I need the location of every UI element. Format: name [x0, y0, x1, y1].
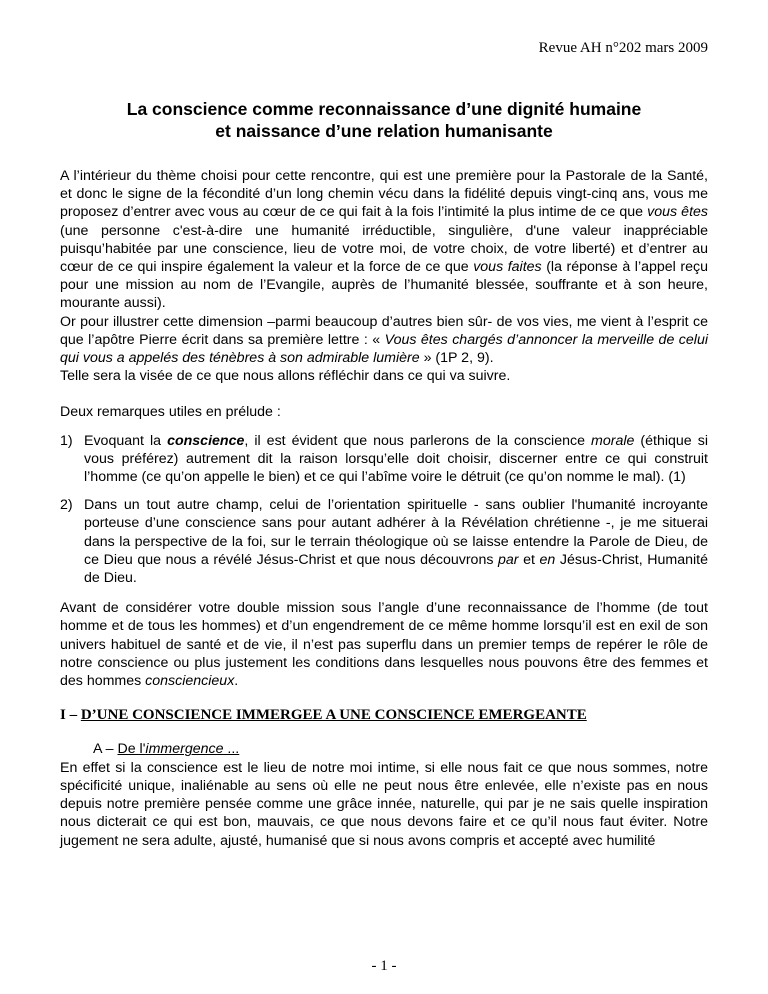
emphasis: immergence — [145, 741, 224, 758]
running-header: Revue AH n°202 mars 2009 — [538, 40, 708, 56]
text-run: , il est évident que nous parlerons de la conscience — [244, 432, 592, 449]
emphasis: vous faites — [473, 259, 542, 276]
text-run: Jésus-Christ, Humanité de Dieu. — [84, 551, 708, 587]
text-run: . — [234, 673, 239, 690]
title-line-2: et naissance d’une relation humanisante — [215, 121, 553, 141]
section-title: D’UNE CONSCIENCE IMMERGEE A UNE CONSCIENCE EMERGEANTE — [80, 707, 587, 724]
transition-paragraph — [60, 599, 708, 690]
text-run: A l’intérieur du thème choisi pour cette rencontre, qui est une première pour la Pastorale de la Santé, et donc le signe de la fécondité d’un long chemin vécu dans la fidélité depuis vingt-cinq ans, vous me proposez d’entrer avec vous au cœur de ce qui fait à la fois l’intimité la plus intime de ce que — [60, 168, 708, 221]
text-run: De l' — [117, 741, 146, 758]
text-run: Dans un tout autre champ, celui de l’orientation spirituelle - sans oublier l'humanité incroyante porteuse d’une conscience sans pour autant adhérer à la Révélation chrétienne -, je me situerai dans la perspective de la foi, sur le terrain théologique où se laisse entendre la Parole de Dieu, de ce Dieu que nous a révélé Jésus-Christ et que nous découvrons — [84, 497, 708, 568]
emphasis: en — [539, 551, 556, 568]
intro-paragraph-1 — [60, 167, 708, 313]
text-run: (la réponse à l’appel reçu pour une mission au nom de l’Evangile, auprès de l’humanité blessée, souffrante et à son heure, mourante aussi). — [60, 259, 708, 312]
remarks-lead: Deux remarques utiles en prélude : — [60, 404, 281, 421]
intro-paragraph-2 — [60, 313, 708, 368]
section-heading — [60, 706, 708, 724]
subsection-number: A – — [93, 741, 118, 758]
text-run: » (1P 2, 9). — [419, 350, 494, 367]
intro-paragraph-3: Telle sera la visée de ce que nous allons réfléchir dans ce qui va suivre. — [60, 368, 511, 385]
text-run: Or pour illustrer cette dimension –parmi beaucoup d’autres bien sûr- de vos vies, me vient à l’esprit ce que l’apôtre Pierre écrit dans sa première lettre : « — [60, 313, 708, 348]
text-run: (éthique si vous préférez) autrement dit la raison lorsqu’elle doit choisir, discerner entre ce qui construit l’homme (ce qu’on appelle le bien) et ce qui l’abîme voire le détruit (ce qu’on nomme le mal). (1) — [84, 432, 708, 486]
text-run: Evoquant la — [84, 432, 168, 449]
remark-item-2 — [60, 496, 708, 587]
document-title — [60, 98, 708, 142]
emphasis: vous êtes — [647, 204, 708, 221]
list-text — [84, 432, 708, 487]
subsection-heading — [60, 740, 708, 758]
title-line-1: La conscience comme reconnaissance d’une dignité humaine — [126, 99, 642, 119]
paragraph-a: En effet si la conscience est le lieu de notre moi intime, si elle nous fait ce que nous sommes, notre spécificité unique, inaliénable au sens où elle ne peut nous être enlevée, elle n’existe pas en nous depuis notre première pensée comme une grâce innée, naturelle, qui par je ne sais quelle inspiration nous dicterait ce qui est bon, mauvais, ce que nous devons faire et ce qu’il nous faut éviter. Notre jugement ne sera adulte, ajusté, humanisé que si nous avons compris et accepté avec humilité — [60, 759, 708, 849]
emphasis: consciencieux — [145, 673, 235, 690]
emphasis: par — [498, 551, 519, 568]
text-run: et — [518, 551, 540, 568]
text-run: ... — [223, 741, 240, 758]
section-number: I – — [60, 707, 81, 724]
remark-item-1 — [60, 432, 708, 487]
emphasis: morale — [591, 432, 635, 449]
emphasis: conscience — [167, 432, 245, 449]
text-run: Avant de considérer votre double mission sous l’angle d’une reconnaissance de l’homme (de tout homme et de tous les hommes) et d’un engendrement de ce même homme lorsqu’il est en exil de son univers habituel de santé et de vie, il n’est pas superflu dans un premier temps de repérer le rôle de notre conscience ou plus justement les conditions dans lesquelles nous pouvons être des femmes et des hommes — [60, 600, 708, 690]
text-run: (une personne c'est-à-dire une humanité irréductible, singulière, d'une valeur inappréciable puisqu’habitée par une conscience, lieu de votre moi, de votre choix, de votre liberté) et d’entrer au cœur de ce qui inspire également la valeur et la force de ce que — [60, 222, 708, 276]
subsection-title — [117, 741, 239, 757]
page-number: - 1 - — [371, 958, 397, 974]
document-body — [60, 167, 708, 850]
quotation: Vous êtes chargés d’annoncer la merveille de celui qui vous a appelés des ténèbres à son admirable lumière — [60, 331, 708, 367]
list-text — [84, 496, 708, 587]
list-number: 1) — [60, 432, 73, 449]
list-number: 2) — [60, 497, 73, 514]
